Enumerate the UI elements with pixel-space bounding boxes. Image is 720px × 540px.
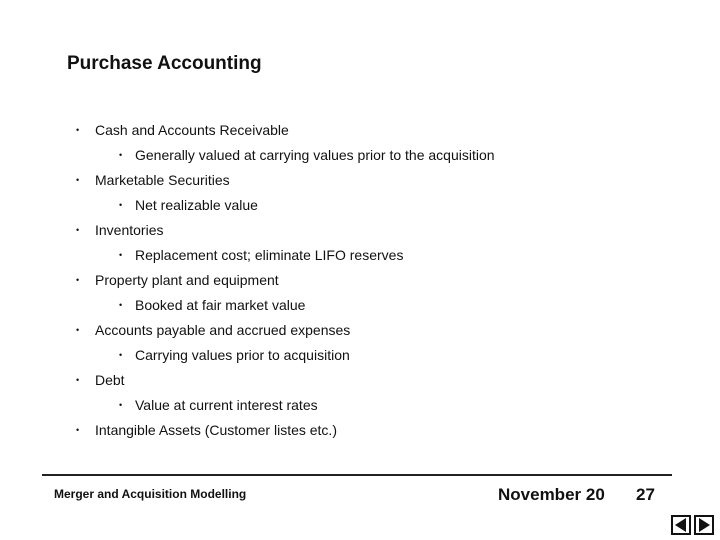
list-item [74,321,674,371]
triangle-left-icon [673,517,689,533]
bullet-dot-icon: • [119,400,123,410]
page-number: 27 [636,485,655,504]
sub-bullet-row [74,146,674,171]
bullet-row [74,371,674,396]
bullet-dot-icon: • [76,375,80,385]
sub-bullet-row [74,296,674,321]
bullet-label: Intangible Assets (Customer listes etc.) [95,422,337,438]
bullet-label: Inventories [95,222,164,238]
bullet-dot-icon: • [76,125,80,135]
list-item [74,171,674,221]
bullet-row [74,171,674,196]
sub-bullet-row [74,346,674,371]
bullet-dot-icon: • [119,350,123,360]
bullet-list [74,121,674,446]
bullet-row [74,321,674,346]
list-item [74,421,674,446]
bullet-dot-icon: • [119,250,123,260]
bullet-dot-icon: • [76,225,80,235]
sub-bullet-label: Generally valued at carrying values prior to the acquisition [135,147,495,163]
sub-bullet-label: Booked at fair market value [135,297,306,313]
bullet-dot-icon: • [76,325,80,335]
sub-bullet-row [74,396,674,421]
footer-date: November 20 [498,485,605,504]
bullet-row [74,121,674,146]
list-item [74,121,674,171]
sub-bullet-label: Replacement cost; eliminate LIFO reserves [135,247,404,263]
triangle-right-icon [696,517,712,533]
bullet-label: Accounts payable and accrued expenses [95,322,351,338]
list-item [74,221,674,271]
next-slide-button[interactable] [694,515,714,535]
bullet-label: Property plant and equipment [95,272,279,288]
page-title: Purchase Accounting [67,53,262,74]
bullet-dot-icon: • [119,300,123,310]
bullet-dot-icon: • [76,425,80,435]
bullet-dot-icon: • [119,200,123,210]
bullet-label: Debt [95,372,125,388]
bullet-label: Cash and Accounts Receivable [95,122,289,138]
bullet-row [74,271,674,296]
bullet-row [74,421,674,446]
sub-bullet-row [74,196,674,221]
bullet-dot-icon: • [76,175,80,185]
list-item [74,271,674,321]
footer-course-title: Merger and Acquisition Modelling [54,487,247,501]
bullet-dot-icon: • [119,150,123,160]
sub-bullet-label: Carrying values prior to acquisition [135,347,350,363]
bullet-label: Marketable Securities [95,172,230,188]
sub-bullet-row [74,246,674,271]
footer-divider [42,474,672,476]
list-item [74,371,674,421]
bullet-dot-icon: • [76,275,80,285]
bullet-row [74,221,674,246]
previous-slide-button[interactable] [671,515,691,535]
sub-bullet-label: Value at current interest rates [135,397,318,413]
sub-bullet-label: Net realizable value [135,197,258,213]
